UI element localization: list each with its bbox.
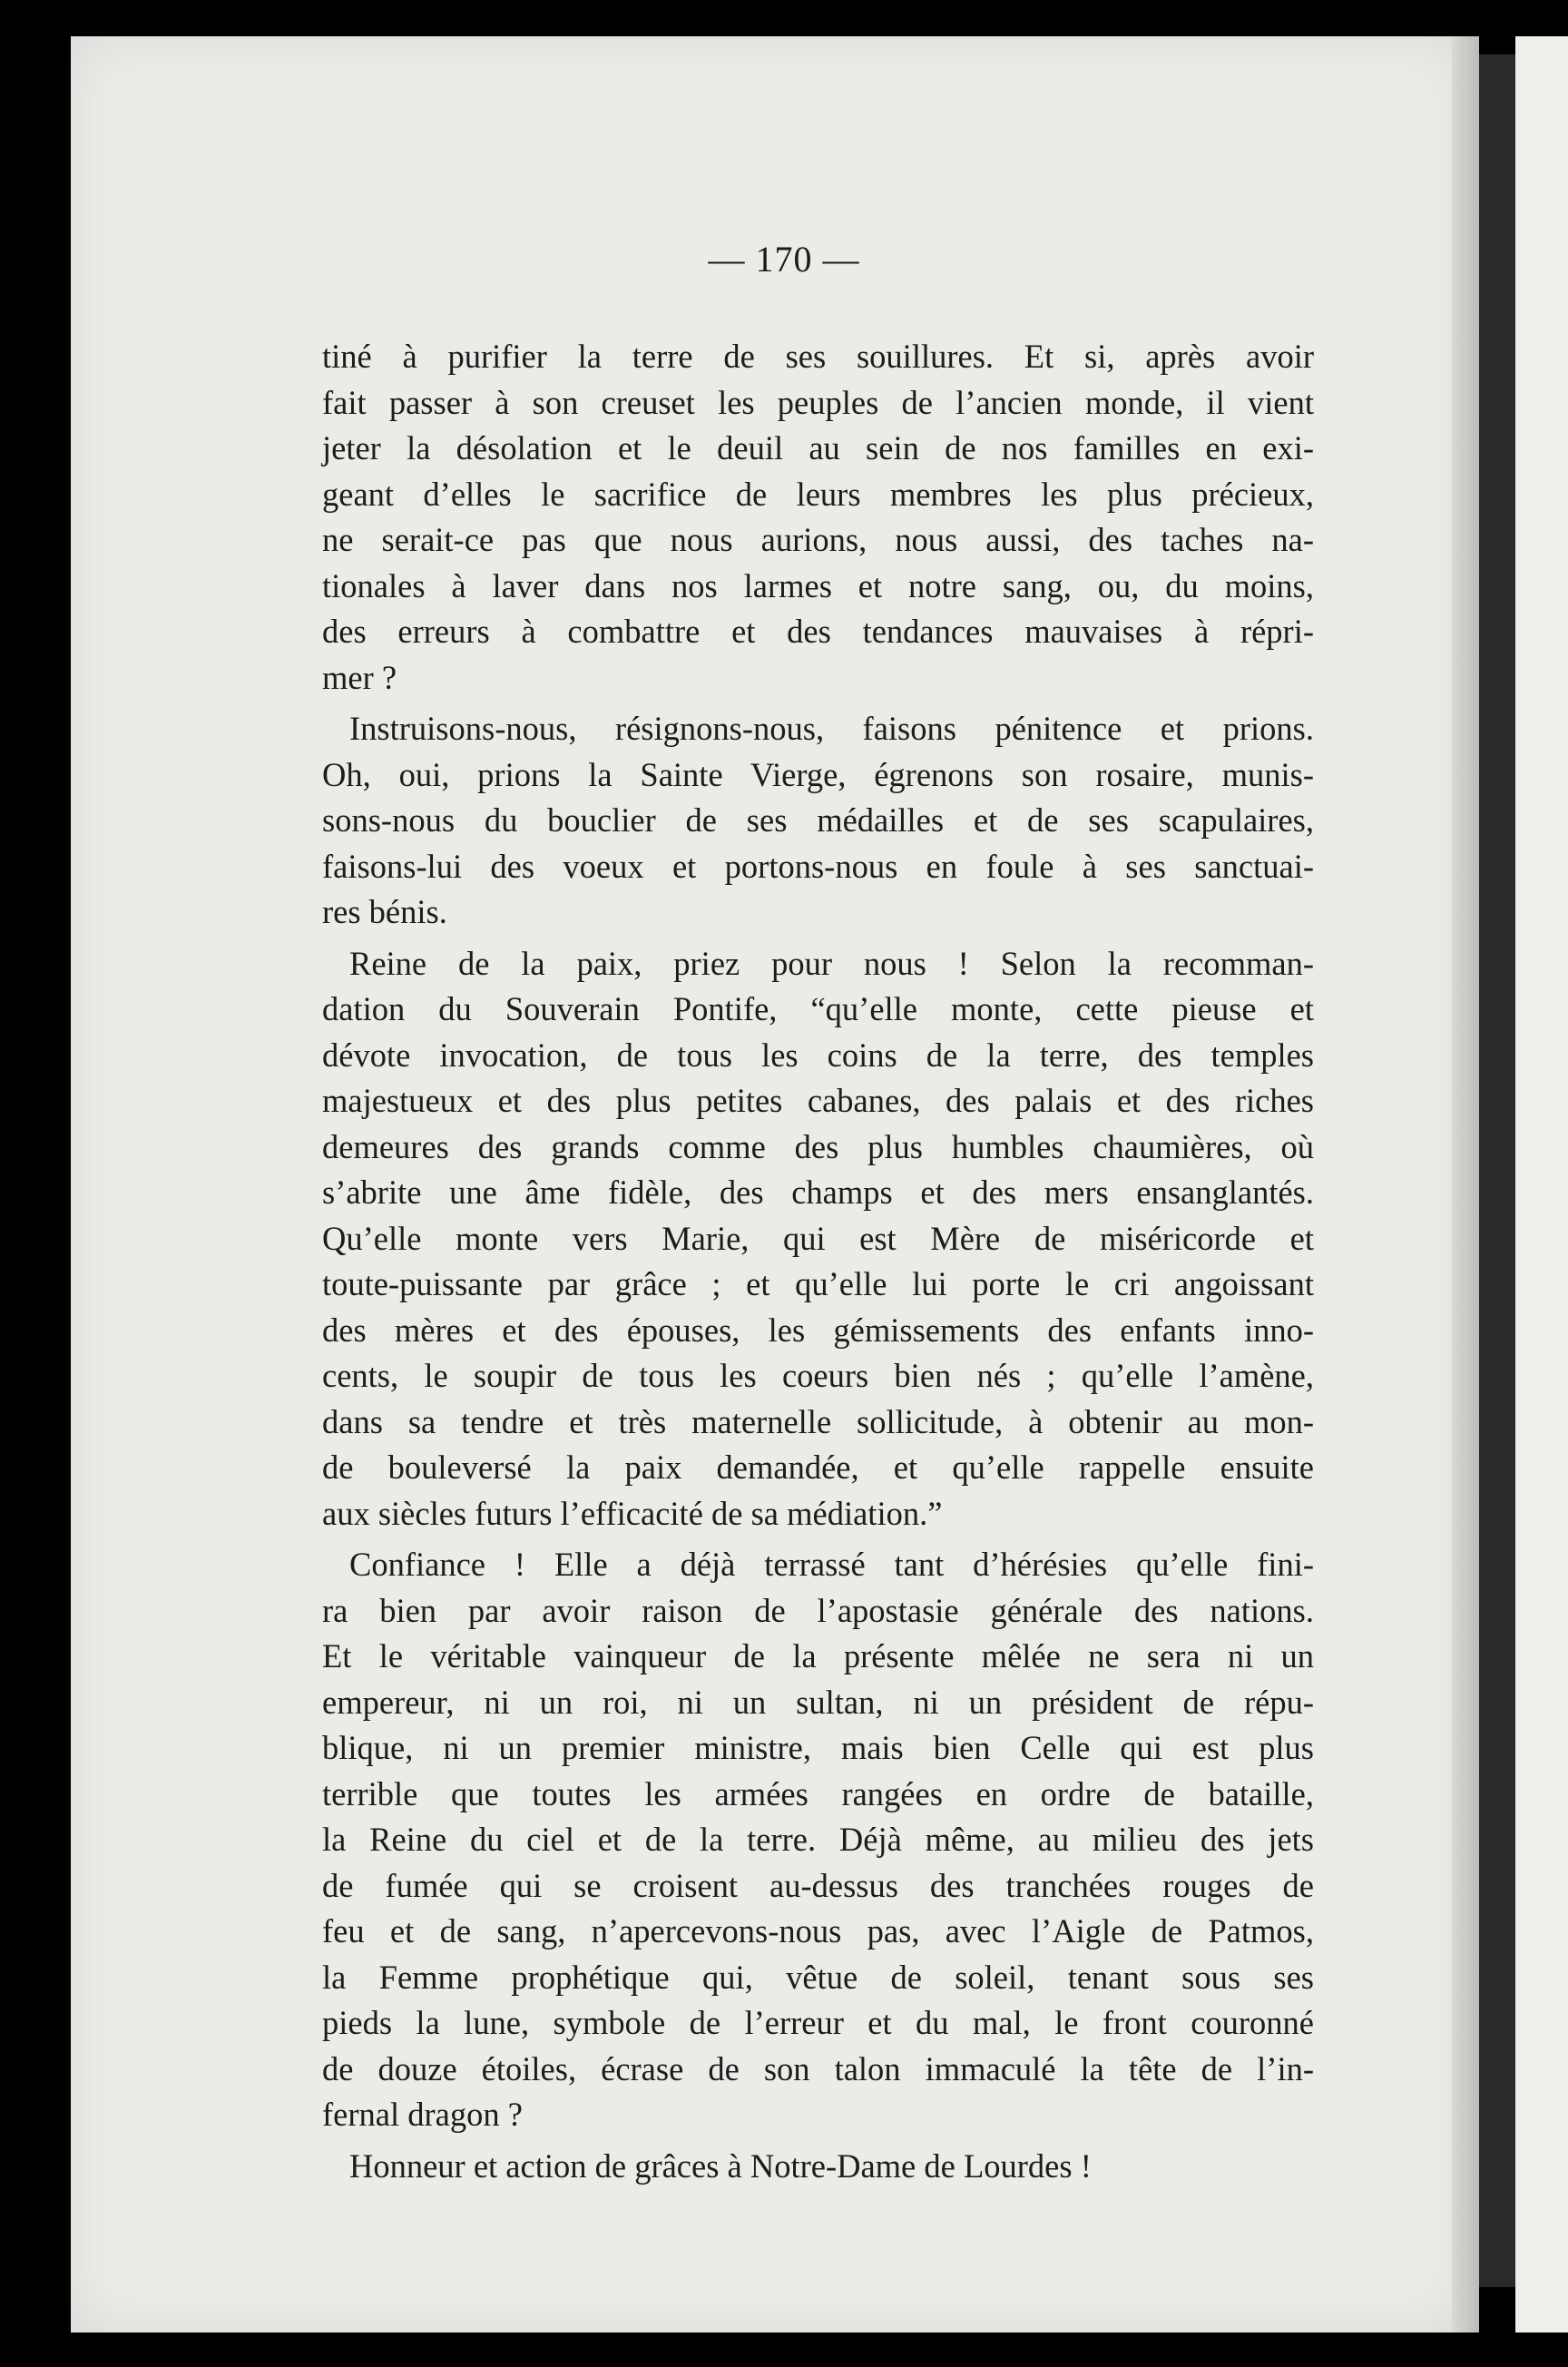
adjacent-page-edge <box>1515 36 1568 2333</box>
text-line: jeter la désolation et le deuil au sein de nos familles en exi- <box>322 429 1314 467</box>
text-line: feu et de sang, n’apercevons-nous pas, avec l’Aigle de Patmos, <box>322 1912 1314 1950</box>
page-edge <box>1452 36 1479 2333</box>
text-line: de bouleversé la paix demandée, et qu’elle rappelle ensuite <box>322 1449 1314 1486</box>
body-text <box>322 334 1314 2189</box>
text-line: fernal dragon ? <box>322 2096 523 2133</box>
text-line: res bénis. <box>322 893 447 930</box>
text-line: geant d’elles le sacrifice de leurs membres les plus précieux, <box>322 475 1314 513</box>
paragraph <box>322 334 1314 701</box>
text-line: des mères et des épouses, les gémissements des enfants inno- <box>322 1311 1314 1349</box>
paragraph <box>322 941 1314 1537</box>
text-line: fait passer à son creuset les peuples de l’ancien monde, il vient <box>322 383 1314 421</box>
text-line: Qu’elle monte vers Marie, qui est Mère de miséricorde et <box>322 1219 1314 1257</box>
text-line: tiné à purifier la terre de ses souillures. Et si, après avoir <box>322 338 1314 375</box>
paragraph <box>322 2144 1314 2190</box>
text-line: terrible que toutes les armées rangées en ordre de bataille, <box>322 1774 1314 1812</box>
text-line: des erreurs à combattre et des tendances mauvaises à répri- <box>322 613 1314 650</box>
text-line: Et le véritable vainqueur de la présente mêlée ne sera ni un <box>322 1637 1314 1675</box>
text-line: de douze étoiles, écrase de son talon immaculé la tête de l’in- <box>322 2049 1314 2087</box>
text-line: de fumée qui se croisent au-dessus des tranchées rouges de <box>322 1866 1314 1904</box>
text-line: ra bien par avoir raison de l’apostasie générale des nations. <box>322 1591 1314 1629</box>
text-line: sons-nous du bouclier de ses médailles et de ses scapulaires, <box>322 801 1314 839</box>
text-line: majestueux et des plus petites cabanes, des palais et des riches <box>322 1082 1314 1119</box>
text-line: Instruisons-nous, résignons-nous, faisons pénitence et prions. <box>349 710 1314 747</box>
text-line: faisons-lui des voeux et portons-nous en foule à ses sanctuai- <box>322 847 1314 885</box>
page-number: — 170 — <box>708 239 860 280</box>
text-line: mer ? <box>322 658 397 696</box>
text-line: Confiance ! Elle a déjà terrassé tant d’hérésies qu’elle fini- <box>349 1546 1314 1583</box>
text-line: empereur, ni un roi, ni un sultan, ni un président de répu- <box>322 1683 1314 1721</box>
text-line: dévote invocation, de tous les coins de la terre, des temples <box>322 1036 1314 1074</box>
text-line: la Reine du ciel et de la terre. Déjà même, au milieu des jets <box>322 1821 1314 1858</box>
text-line: cents, le soupir de tous les coeurs bien nés ; qu’elle l’amène, <box>322 1357 1314 1394</box>
text-line: s’abrite une âme fidèle, des champs et des mers ensanglantés. <box>322 1174 1314 1211</box>
text-line: aux siècles futurs l’efficacité de sa médiation.” <box>322 1494 943 1532</box>
text-line: demeures des grands comme des plus humbles chaumières, où <box>322 1127 1314 1165</box>
text-line: blique, ni un premier ministre, mais bien Celle qui est plus <box>322 1729 1314 1766</box>
text-line: Oh, oui, prions la Sainte Vierge, égrenons son rosaire, munis- <box>322 755 1314 793</box>
text-line: la Femme prophétique qui, vêtue de soleil, tenant sous ses <box>322 1958 1314 1996</box>
text-line: Reine de la paix, priez pour nous ! Selon la recomman- <box>349 944 1314 982</box>
book-binding <box>1479 54 1515 2287</box>
text-line: toute-puissante par grâce ; et qu’elle lui porte le cri angoissant <box>322 1265 1314 1302</box>
text-line: ne serait-ce pas que nous aurions, nous aussi, des taches na- <box>322 521 1314 558</box>
text-line: tionales à laver dans nos larmes et notre sang, ou, du moins, <box>322 566 1314 604</box>
text-line: dation du Souverain Pontife, “qu’elle monte, cette pieuse et <box>322 990 1314 1027</box>
text-line: pieds la lune, symbole de l’erreur et du mal, le front couronné <box>322 2004 1314 2041</box>
paragraph <box>322 1542 1314 2138</box>
text-line: Honneur et action de grâces à Notre-Dame de Lourdes ! <box>349 2146 1092 2185</box>
text-line: dans sa tendre et très maternelle sollicitude, à obtenir au mon- <box>322 1402 1314 1440</box>
paragraph <box>322 706 1314 936</box>
